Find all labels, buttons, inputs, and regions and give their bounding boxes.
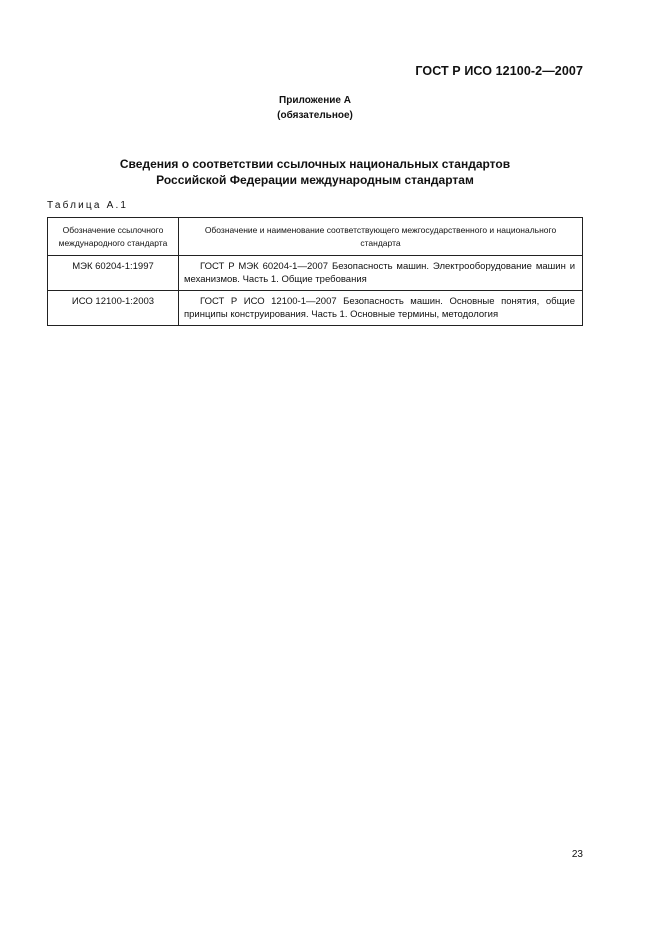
standards-table <box>47 217 583 326</box>
column-header-line: Обозначение и наименование соответствующего межгосударственного и национального <box>204 224 557 235</box>
page-number: 23 <box>571 849 583 860</box>
standard-code-cell: ИСО 12100-1:2003 <box>48 291 179 326</box>
standard-code-cell: МЭК 60204-1:1997 <box>48 256 179 291</box>
column-header-national-standard <box>179 218 583 256</box>
standards-table-container <box>47 217 583 326</box>
page-title-line-2: Российской Федерации международным стандартам <box>156 172 474 187</box>
page-title-line-1: Сведения о соответствии ссылочных национальных стандартов <box>119 157 511 171</box>
table-header-row <box>48 218 583 256</box>
appendix-heading <box>0 93 630 123</box>
column-header-international-standard <box>48 218 179 256</box>
standard-description-cell: ГОСТ Р МЭК 60204-1—2007 Безопасность машин. Электрооборудование машин и механизмов. Часть 1. Общие требования <box>179 256 583 291</box>
standard-description-cell: ГОСТ Р ИСО 12100-1—2007 Безопасность машин. Основные понятия, общие принципы конструирования. Часть 1. Основные термины, методология <box>179 291 583 326</box>
appendix-title: Приложение А <box>279 95 351 106</box>
table-row <box>48 291 583 326</box>
appendix-subtitle: (обязательное) <box>277 110 353 121</box>
document-code-header: ГОСТ Р ИСО 12100-2—2007 <box>415 64 583 78</box>
column-header-line: международного стандарта <box>58 237 168 248</box>
table-row <box>48 256 583 291</box>
page-title <box>0 157 630 188</box>
column-header-line: Обозначение ссылочного <box>62 224 164 235</box>
table-caption: Таблица А.1 <box>47 200 129 211</box>
column-header-line: стандарта <box>360 237 401 248</box>
